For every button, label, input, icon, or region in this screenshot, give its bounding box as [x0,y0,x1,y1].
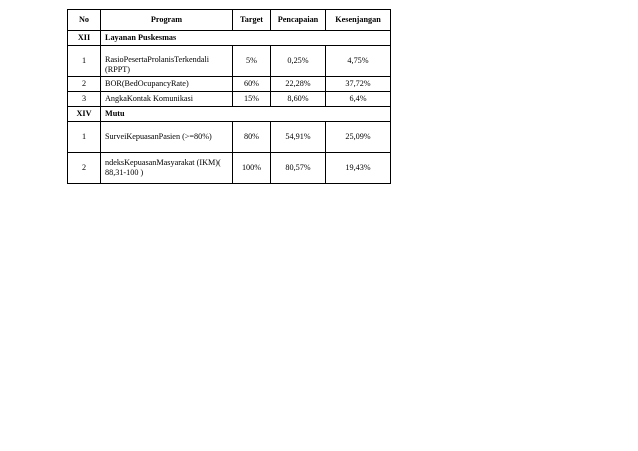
row-number: 3 [68,92,101,107]
table-row [68,122,391,153]
row-kesenjangan: 6,4% [326,92,391,107]
header-program: Program [101,10,233,31]
program-achievement-table [67,9,391,184]
table-row [68,153,391,184]
section-number: XIV [68,107,101,122]
section-number: XII [68,31,101,46]
table-row [68,92,391,107]
section-title: Mutu [101,107,391,122]
section-title: Layanan Puskesmas [101,31,391,46]
row-target: 60% [233,77,271,92]
header-kesenjangan: Kesenjangan [326,10,391,31]
row-kesenjangan: 4,75% [326,46,391,77]
row-target: 100% [233,153,271,184]
row-number: 1 [68,122,101,153]
row-kesenjangan: 37,72% [326,77,391,92]
row-target: 5% [233,46,271,77]
row-program-text: RasioPesertaProlanisTerkendali (RPPT) [105,54,210,74]
row-program: ndeksKepuasanMasyarakat (IKM)( 88,31-100 ) [101,153,233,184]
row-pencapaian: 54,91% [271,122,326,153]
row-number: 2 [68,153,101,184]
row-pencapaian: 22,28% [271,77,326,92]
row-pencapaian: 80,57% [271,153,326,184]
header-no: No [68,10,101,31]
row-number: 2 [68,77,101,92]
row-kesenjangan: 19,43% [326,153,391,184]
row-program: AngkaKontak Komunikasi [101,92,233,107]
row-kesenjangan: 25,09% [326,122,391,153]
section-row-layanan-puskesmas [68,31,391,46]
header-pencapaian: Pencapaian [271,10,326,31]
row-program: SurveiKepuasanPasien (>=80%) [101,122,233,153]
table-header-row [68,10,391,31]
header-target: Target [233,10,271,31]
row-program: BOR(BedOcupancyRate) [101,77,233,92]
row-number: 1 [68,46,101,77]
row-target: 80% [233,122,271,153]
table-row [68,77,391,92]
section-row-mutu [68,107,391,122]
row-pencapaian: 8,60% [271,92,326,107]
row-pencapaian: 0,25% [271,46,326,77]
row-target: 15% [233,92,271,107]
row-program [101,46,233,77]
table-row [68,46,391,77]
